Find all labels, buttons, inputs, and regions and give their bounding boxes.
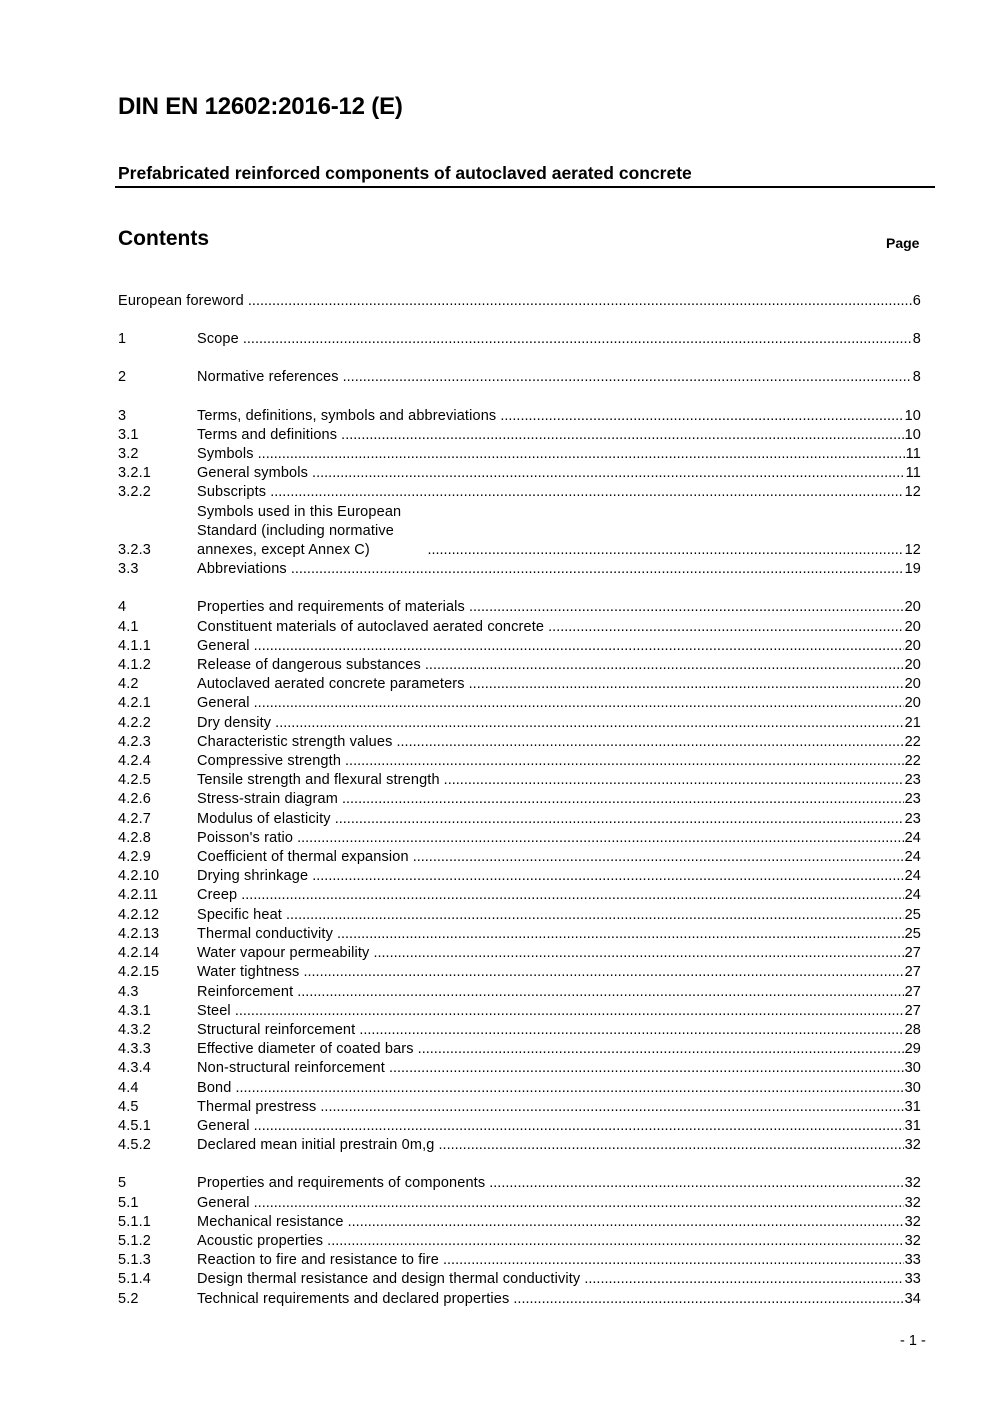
toc-entry-page: 24	[904, 868, 921, 885]
toc-entry-number: 4.2.9	[118, 849, 151, 866]
toc-entry-number: 4.3.3	[118, 1041, 151, 1058]
dot-leader	[241, 886, 903, 905]
toc-entry-title: General	[197, 695, 250, 712]
toc-entry-number: 4.2.4	[118, 753, 151, 770]
dot-leader	[248, 292, 912, 311]
toc-entry-page: 32	[904, 1194, 921, 1211]
dot-leader	[254, 1117, 904, 1136]
toc-entry[interactable]	[118, 464, 921, 483]
toc-entry-title: Steel	[197, 1002, 231, 1019]
toc-entry-title: Non-structural reinforcement	[197, 1060, 385, 1077]
toc-entry-page: 8	[912, 369, 921, 386]
dot-leader	[327, 1232, 903, 1251]
toc-entry-number: 5	[118, 1175, 127, 1192]
document-subtitle: Prefabricated reinforced components of autoclaved aerated concrete	[118, 163, 692, 183]
toc-entry-title: Constituent materials of autoclaved aerated concrete	[197, 618, 545, 635]
dot-leader	[413, 848, 904, 867]
toc-entry[interactable]	[118, 848, 921, 867]
toc-entry-number: 3.2.1	[118, 465, 151, 482]
toc-entry[interactable]	[118, 1117, 921, 1136]
toc-entry-number: 5.1.2	[118, 1232, 151, 1249]
toc-entry-number: 3.2	[118, 446, 139, 463]
toc-entry-page: 12	[904, 542, 921, 559]
toc-entry-number: 4.2.5	[118, 772, 151, 789]
toc-entry-number: 4.3.2	[118, 1021, 151, 1038]
toc-entry-page: 31	[904, 1098, 921, 1115]
toc-entry-number: 4.2.2	[118, 714, 151, 731]
toc-entry-number: 4.2.14	[118, 945, 160, 962]
toc-entry[interactable]	[118, 1136, 921, 1155]
toc-entry-page: 30	[904, 1079, 921, 1096]
toc-entry-page: 11	[905, 465, 921, 482]
toc-entry[interactable]	[118, 330, 921, 349]
toc-entry[interactable]	[118, 1040, 921, 1059]
toc-entry-number: 5.2	[118, 1290, 139, 1307]
toc-entry[interactable]	[118, 656, 921, 675]
dot-leader	[425, 656, 904, 675]
toc-entry-title: Tensile strength and flexural strength	[197, 772, 440, 789]
dot-leader	[342, 790, 904, 809]
dot-leader	[584, 1270, 903, 1289]
toc-entry[interactable]	[118, 944, 921, 963]
toc-entry-page: 20	[904, 637, 921, 654]
dot-leader	[469, 598, 904, 617]
toc-entry-page: 23	[904, 791, 921, 808]
toc-entry-number: 4.2.13	[118, 925, 160, 942]
dot-leader	[243, 330, 912, 349]
toc-entry-title: Symbols used in this European Standard (including normative annexes, except Annex C)	[197, 503, 402, 559]
toc-entry[interactable]	[118, 598, 921, 617]
toc-entry-number: 4	[118, 599, 127, 616]
toc-entry[interactable]	[118, 503, 921, 561]
toc-entry-title: Specific heat	[197, 906, 282, 923]
toc-entry-page: 27	[904, 964, 921, 981]
toc-entry-page: 30	[904, 1060, 921, 1077]
toc-entry-title: Poisson's ratio	[197, 829, 294, 846]
toc-entry-page: 23	[904, 772, 921, 789]
toc-entry-page: 27	[904, 945, 921, 962]
toc-entry-number: 5.1	[118, 1194, 139, 1211]
toc-entry-page: 29	[904, 1041, 921, 1058]
title-underline	[115, 186, 935, 188]
toc-entry[interactable]	[118, 694, 921, 713]
toc-entry-page: 24	[904, 887, 921, 904]
toc-entry-title: Properties and requirements of components	[197, 1175, 486, 1192]
toc-entry[interactable]	[118, 1251, 921, 1270]
toc-entry-page: 28	[904, 1021, 921, 1038]
toc-entry-title: Abbreviations	[197, 561, 287, 578]
page-column-heading: Page	[886, 235, 920, 251]
dot-leader	[303, 963, 903, 982]
toc-entry-number: 5.1.1	[118, 1213, 151, 1230]
toc-entry[interactable]	[118, 1174, 921, 1193]
toc-entry-page: 22	[904, 733, 921, 750]
dot-leader	[389, 1059, 904, 1078]
toc-entry-page: 20	[904, 618, 921, 635]
toc-entry[interactable]	[118, 618, 921, 637]
toc-entry-title: Reinforcement	[197, 983, 294, 1000]
toc-entry-page: 12	[904, 484, 921, 501]
toc-entry-title: Properties and requirements of materials	[197, 599, 465, 616]
toc-entry-number: 4.2.15	[118, 964, 160, 981]
toc-entry-page: 32	[904, 1175, 921, 1192]
dot-leader	[345, 752, 904, 771]
toc-entry-page: 21	[904, 714, 921, 731]
dot-leader	[235, 1079, 903, 1098]
toc-entry-number: 4.1	[118, 618, 139, 635]
toc-entry-title: Creep	[197, 887, 238, 904]
dot-leader	[397, 733, 904, 752]
toc-entry-title: General	[197, 637, 250, 654]
toc-entry-title: Terms, definitions, symbols and abbreviations	[197, 407, 497, 424]
toc-entry-title: Release of dangerous substances	[197, 657, 421, 674]
dot-leader	[343, 368, 912, 387]
toc-entry-number: 4.5.2	[118, 1137, 151, 1154]
dot-leader	[254, 694, 904, 713]
toc-entry-title: Reaction to fire and resistance to fire	[197, 1252, 439, 1269]
toc-entry-page: 25	[904, 906, 921, 923]
toc-entry[interactable]	[118, 1290, 921, 1309]
toc-entry[interactable]	[118, 886, 921, 905]
toc-entry-page: 6	[912, 293, 921, 309]
toc-entry-number: 4.1.1	[118, 637, 151, 654]
toc-entry-title: Thermal conductivity	[197, 925, 333, 942]
toc-entry-page: 20	[904, 695, 921, 712]
dot-leader	[335, 810, 904, 829]
dot-leader	[439, 1136, 904, 1155]
toc-entry-number: 4.2.10	[118, 868, 160, 885]
toc-entry-title: Symbols	[197, 446, 254, 463]
toc-entry[interactable]	[118, 1098, 921, 1117]
toc-entry-title: Characteristic strength values	[197, 733, 393, 750]
toc-entry-number: 4.1.2	[118, 657, 151, 674]
table-of-contents	[118, 292, 921, 1309]
toc-entry-number: 1	[118, 331, 127, 348]
toc-entry[interactable]	[118, 426, 921, 445]
dot-leader	[312, 867, 903, 886]
dot-leader	[270, 483, 903, 502]
toc-entry-number: 5.1.3	[118, 1252, 151, 1269]
toc-entry-number: 4.3.1	[118, 1002, 151, 1019]
toc-entry-page: 27	[904, 1002, 921, 1019]
document-title: DIN EN 12602:2016-12 (E)	[118, 93, 403, 120]
toc-entry[interactable]	[118, 790, 921, 809]
toc-entry-number: 4.5	[118, 1098, 139, 1115]
toc-entry-page: 33	[904, 1271, 921, 1288]
toc-entry-page: 27	[904, 983, 921, 1000]
toc-entry[interactable]	[118, 810, 921, 829]
toc-entry[interactable]	[118, 483, 921, 502]
toc-entry-number: 2	[118, 369, 127, 386]
dot-leader	[297, 983, 903, 1002]
toc-entry-page: 22	[904, 753, 921, 770]
dot-leader	[286, 906, 904, 925]
toc-entry[interactable]	[118, 1059, 921, 1078]
dot-leader	[418, 1040, 904, 1059]
toc-entry-number: 4.5.1	[118, 1117, 151, 1134]
toc-entry-page: 32	[904, 1137, 921, 1154]
toc-entry-number: 4.3.4	[118, 1060, 151, 1077]
toc-entry[interactable]	[118, 1194, 921, 1213]
dot-leader	[337, 925, 904, 944]
toc-entry-title: Declared mean initial prestrain 0m,g	[197, 1137, 435, 1154]
toc-entry-number: 4.2.1	[118, 695, 151, 712]
toc-entry-title: Scope	[197, 331, 239, 348]
toc-entry-page: 32	[904, 1232, 921, 1249]
toc-entry-title: Compressive strength	[197, 753, 342, 770]
toc-entry[interactable]	[118, 1270, 921, 1289]
toc-entry-number: 3.3	[118, 561, 139, 578]
toc-entry[interactable]	[118, 867, 921, 886]
dot-leader	[275, 714, 903, 733]
dot-leader	[297, 829, 903, 848]
toc-entry-number: 4.2.3	[118, 733, 151, 750]
toc-entry-page: 20	[904, 599, 921, 616]
toc-entry[interactable]	[118, 1079, 921, 1098]
dot-leader	[320, 1098, 903, 1117]
toc-entry-page: 8	[912, 331, 921, 348]
dot-leader	[489, 1174, 903, 1193]
page-number-footer: - 1 -	[900, 1333, 926, 1349]
dot-leader	[312, 464, 905, 483]
dot-leader	[258, 445, 905, 464]
toc-entry[interactable]	[118, 983, 921, 1002]
toc-entry-page: 10	[904, 426, 921, 443]
toc-entry-title: European foreword	[118, 293, 244, 309]
toc-entry-title: Mechanical resistance	[197, 1213, 344, 1230]
dot-leader	[341, 426, 903, 445]
toc-entry-title: Drying shrinkage	[197, 868, 309, 885]
toc-entry-title: Acoustic properties	[197, 1232, 324, 1249]
toc-entry-title: Stress-strain diagram	[197, 791, 338, 808]
dot-leader	[291, 560, 904, 579]
toc-entry-title: Dry density	[197, 714, 272, 731]
toc-entry-number: 4.2.11	[118, 887, 159, 904]
toc-entry-page: 34	[904, 1290, 921, 1307]
toc-entry-page: 32	[904, 1213, 921, 1230]
toc-entry-number: 3	[118, 407, 127, 424]
toc-entry[interactable]	[118, 1021, 921, 1040]
dot-leader	[548, 618, 903, 637]
toc-entry-number: 4.2.12	[118, 906, 160, 923]
toc-entry-title: Autoclaved aerated concrete parameters	[197, 676, 465, 693]
toc-entry-title: Design thermal resistance and design thermal conductivity	[197, 1271, 581, 1288]
dot-leader	[373, 944, 903, 963]
toc-entry-page: 10	[904, 407, 921, 424]
toc-entry-number: 4.2.6	[118, 791, 151, 808]
dot-leader	[235, 1002, 904, 1021]
toc-entry[interactable]	[118, 1002, 921, 1021]
toc-entry-title: Normative references	[197, 369, 339, 386]
dot-leader	[254, 1194, 904, 1213]
toc-entry-page: 24	[904, 829, 921, 846]
toc-entry-page: 31	[904, 1117, 921, 1134]
toc-entry-title: Thermal prestress	[197, 1098, 317, 1115]
toc-entry[interactable]	[118, 637, 921, 656]
toc-entry-title: Modulus of elasticity	[197, 810, 331, 827]
dot-leader	[513, 1290, 903, 1309]
toc-entry-number: 4.2.8	[118, 829, 151, 846]
toc-entry-title: General symbols	[197, 465, 309, 482]
toc-entry[interactable]	[118, 771, 921, 790]
toc-entry-number: 3.1	[118, 426, 139, 443]
toc-entry[interactable]	[118, 733, 921, 752]
toc-entry-number: 3.2.2	[118, 484, 151, 501]
toc-entry-title: Water vapour permeability	[197, 945, 370, 962]
toc-entry-page: 20	[904, 657, 921, 674]
toc-entry-number: 4.2	[118, 676, 139, 693]
dot-leader	[443, 1251, 904, 1270]
toc-entry-title: Effective diameter of coated bars	[197, 1041, 414, 1058]
dot-leader	[348, 1213, 904, 1232]
dot-leader	[254, 637, 904, 656]
toc-entry-title: Subscripts	[197, 484, 267, 501]
toc-entry[interactable]	[118, 752, 921, 771]
toc-entry-title: General	[197, 1117, 250, 1134]
dot-leader	[469, 675, 904, 694]
toc-entry[interactable]	[118, 292, 921, 311]
toc-entry-title: Coefficient of thermal expansion	[197, 849, 409, 866]
toc-entry-title: Structural reinforcement	[197, 1021, 356, 1038]
toc-entry-page: 23	[904, 810, 921, 827]
toc-entry[interactable]	[118, 714, 921, 733]
contents-heading: Contents	[118, 227, 209, 250]
toc-entry-page: 11	[905, 446, 921, 463]
toc-entry[interactable]	[118, 560, 921, 579]
toc-entry[interactable]	[118, 906, 921, 925]
toc-entry-number: 5.1.4	[118, 1271, 151, 1288]
toc-entry-page: 19	[904, 561, 921, 578]
toc-entry[interactable]	[118, 829, 921, 848]
toc-entry[interactable]	[118, 445, 921, 464]
dot-leader	[359, 1021, 903, 1040]
toc-entry-number: 4.4	[118, 1079, 139, 1096]
toc-entry[interactable]	[118, 368, 921, 387]
toc-entry-number: 4.3	[118, 983, 139, 1000]
toc-entry[interactable]	[118, 1232, 921, 1251]
toc-entry[interactable]	[118, 925, 921, 944]
toc-entry-page: 24	[904, 849, 921, 866]
toc-entry-title: General	[197, 1194, 250, 1211]
toc-entry[interactable]	[118, 963, 921, 982]
toc-entry-title: Terms and definitions	[197, 426, 338, 443]
toc-entry[interactable]	[118, 407, 921, 426]
toc-entry-title: Technical requirements and declared properties	[197, 1290, 510, 1307]
toc-entry-page: 25	[904, 925, 921, 942]
dot-leader	[444, 771, 904, 790]
toc-entry-number: 3.2.3	[118, 542, 151, 559]
toc-entry-title: Water tightness	[197, 964, 300, 981]
toc-entry[interactable]	[118, 675, 921, 694]
toc-entry-number: 4.2.7	[118, 810, 151, 827]
toc-entry-page: 20	[904, 676, 921, 693]
toc-entry-page: 33	[904, 1252, 921, 1269]
toc-entry[interactable]	[118, 1213, 921, 1232]
dot-leader	[500, 407, 903, 426]
dot-leader	[427, 541, 903, 560]
toc-entry-title: Bond	[197, 1079, 232, 1096]
